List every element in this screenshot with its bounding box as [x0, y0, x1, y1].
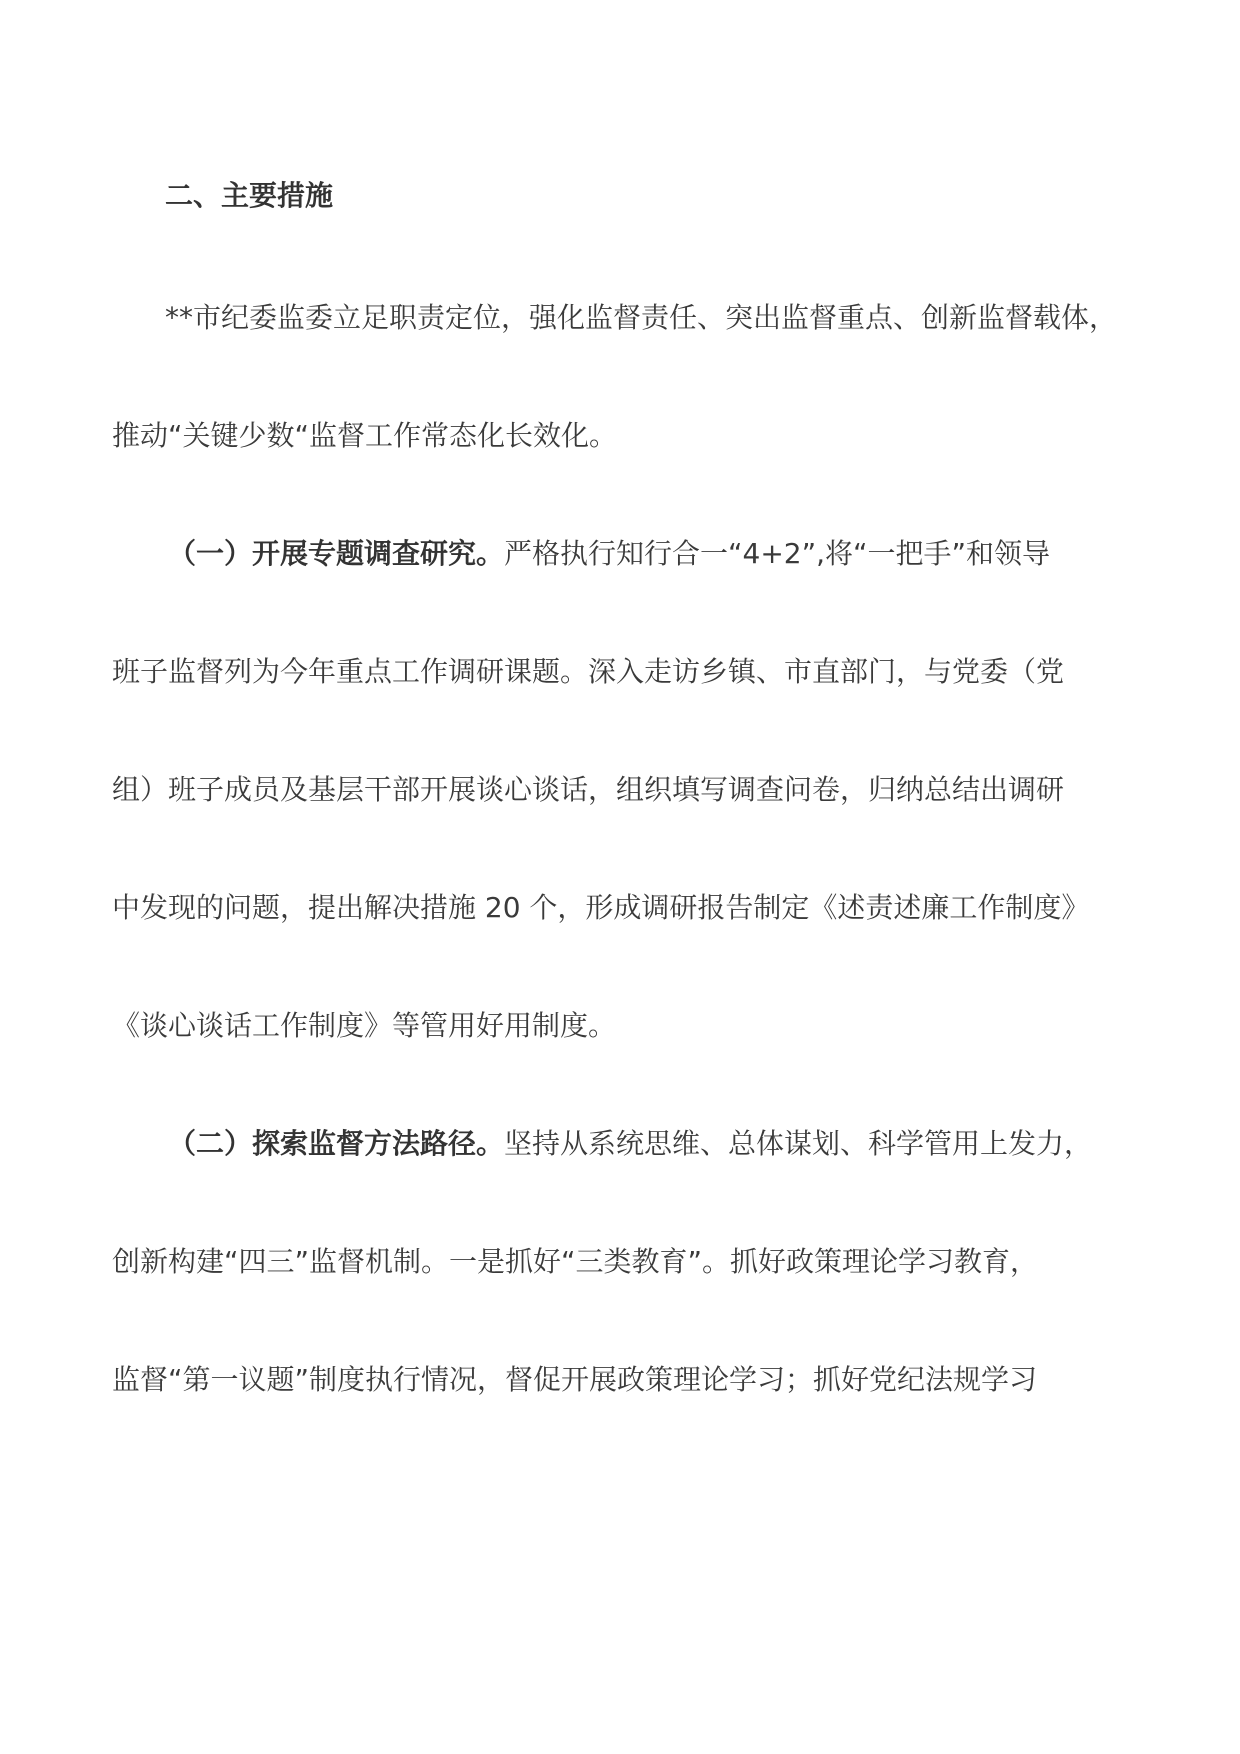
section1-title: （一）开展专题调查研究。	[168, 537, 505, 570]
section2-title: （二）探索监督方法路径。	[168, 1127, 505, 1160]
section1-line-4: 中发现的问题，提出解决措施 20 个，形成调研报告制定《述责述廉工作制度》	[112, 891, 1090, 924]
section2-line-1	[168, 1124, 1092, 1164]
section1-line-5: 《谈心谈话工作制度》等管用好用制度。	[112, 1009, 617, 1042]
section1-line-2: 班子监督列为今年重点工作调研课题。深入走访乡镇、市直部门，与党委（党	[112, 655, 1065, 688]
section2-line1-text: 坚持从系统思维、总体谋划、科学管用上发力，	[504, 1127, 1093, 1160]
section1-line-1	[168, 534, 1050, 574]
section2-line-3: 监督“第一议题”制度执行情况，督促开展政策理论学习；抓好党纪法规学习	[112, 1363, 1038, 1396]
section-heading: 二、主要措施	[165, 179, 334, 212]
section1-line1-text: 严格执行知行合一“4+2”,将“一把手”和领导	[504, 537, 1051, 570]
section2-line-2: 创新构建“四三”监督机制。一是抓好“三类教育”。抓好政策理论学习教育，	[112, 1245, 1039, 1278]
intro-line-2: 推动“关键少数“监督工作常态化长效化。	[112, 419, 618, 452]
section1-line-3: 组）班子成员及基层干部开展谈心谈话，组织填写调查问卷，归纳总结出调研	[112, 773, 1065, 806]
intro-line-1: **市纪委监委立足职责定位，强化监督责任、突出监督重点、创新监督载体，	[165, 301, 1118, 334]
